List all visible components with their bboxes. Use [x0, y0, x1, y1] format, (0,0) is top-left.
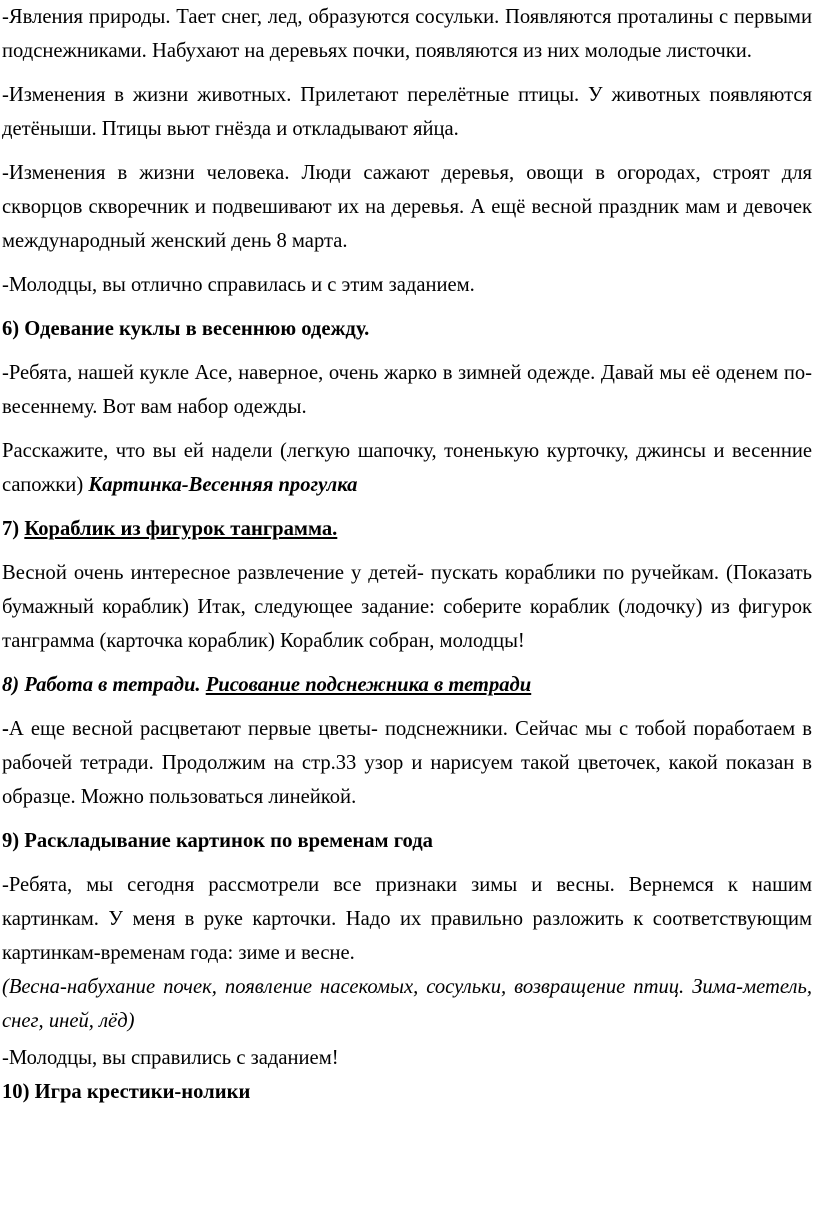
picture-reference: Картинка-Весенняя прогулка: [88, 474, 358, 496]
paragraph-doll-dressing: -Ребята, нашей кукле Асе, наверное, очень жарко в зимней одежде. Давай мы её оденем по-весеннему. Вот вам набор одежды.: [2, 362, 812, 418]
paragraph-animal-changes: -Изменения в жизни животных. Прилетают перелётные птицы. У животных появляются детёныши. Птицы вьют гнёзда и откладывают яйца.: [2, 84, 812, 140]
heading-section-6: 6) Одевание куклы в весеннюю одежду.: [2, 318, 370, 340]
section-8-subtitle: Рисование подснежника в тетради: [205, 674, 532, 696]
paragraph-tell-clothes: [2, 434, 812, 502]
paragraph-human-changes: -Изменения в жизни человека. Люди сажают деревья, овощи в огородах, строят для скворцов скворечник и подвешивают их на деревья. А ещё весной праздник мам и девочек международный женский день 8 марта.: [2, 162, 812, 252]
section-7-number: 7): [2, 518, 25, 540]
notebook-text: А еще весной расцветают первые цветы- подснежники. Сейчас мы с тобой поработаем в рабочей тетради. Продолжим на стр.33 узор и нарисуем такой цветочек, какой показан в образце. Можно пользоваться линейкой.: [2, 718, 812, 808]
heading-section-10: 10) Игра крестики-нолики: [2, 1081, 251, 1103]
paragraph-nature-phenomena: -Явления природы. Тает снег, лед, образуются сосульки. Появляются проталины с первыми подснежниками. Набухают на деревьях почки, появляются из них молодые листочки.: [2, 6, 812, 62]
paragraph-tangram-boat: Весной очень интересное развлечение у детей- пускать кораблики по ручейкам. (Показать бумажный кораблик) Итак, следующее задание: соберите кораблик (лодочку) из фигурок танграмма (карточка кораблик) Кораблик собран, молодцы!: [2, 562, 812, 652]
section-7-title: Кораблик из фигурок танграмма.: [24, 518, 338, 540]
heading-section-8: [2, 668, 812, 702]
section-8-title: 8) Работа в тетради.: [2, 674, 206, 696]
paragraph-season-signs: (Весна-набухание почек, появление насекомых, сосульки, возвращение птиц. Зима-метель, снег, иней, лёд): [2, 976, 812, 1032]
paragraph-praise-1: -Молодцы, вы отлично справилась и с этим заданием.: [2, 274, 475, 296]
paragraph-praise-2: -Молодцы, вы справились с заданием!: [2, 1047, 339, 1069]
heading-section-9: 9) Раскладывание картинок по временам года: [2, 830, 433, 852]
notebook-dash: -: [2, 718, 9, 740]
paragraph-seasons-sorting: -Ребята, мы сегодня рассмотрели все признаки зимы и весны. Вернемся к нашим картинкам. У меня в руке карточки. Надо их правильно разложить к соответствующим картинкам-временам года: зиме и весне.: [2, 874, 812, 964]
heading-section-7: [2, 512, 812, 546]
paragraph-notebook-work: [2, 712, 812, 814]
tell-clothes-text: Расскажите, что вы ей надели (легкую шапочку, тоненькую курточку, джинсы и весенние сапожки): [2, 440, 812, 496]
